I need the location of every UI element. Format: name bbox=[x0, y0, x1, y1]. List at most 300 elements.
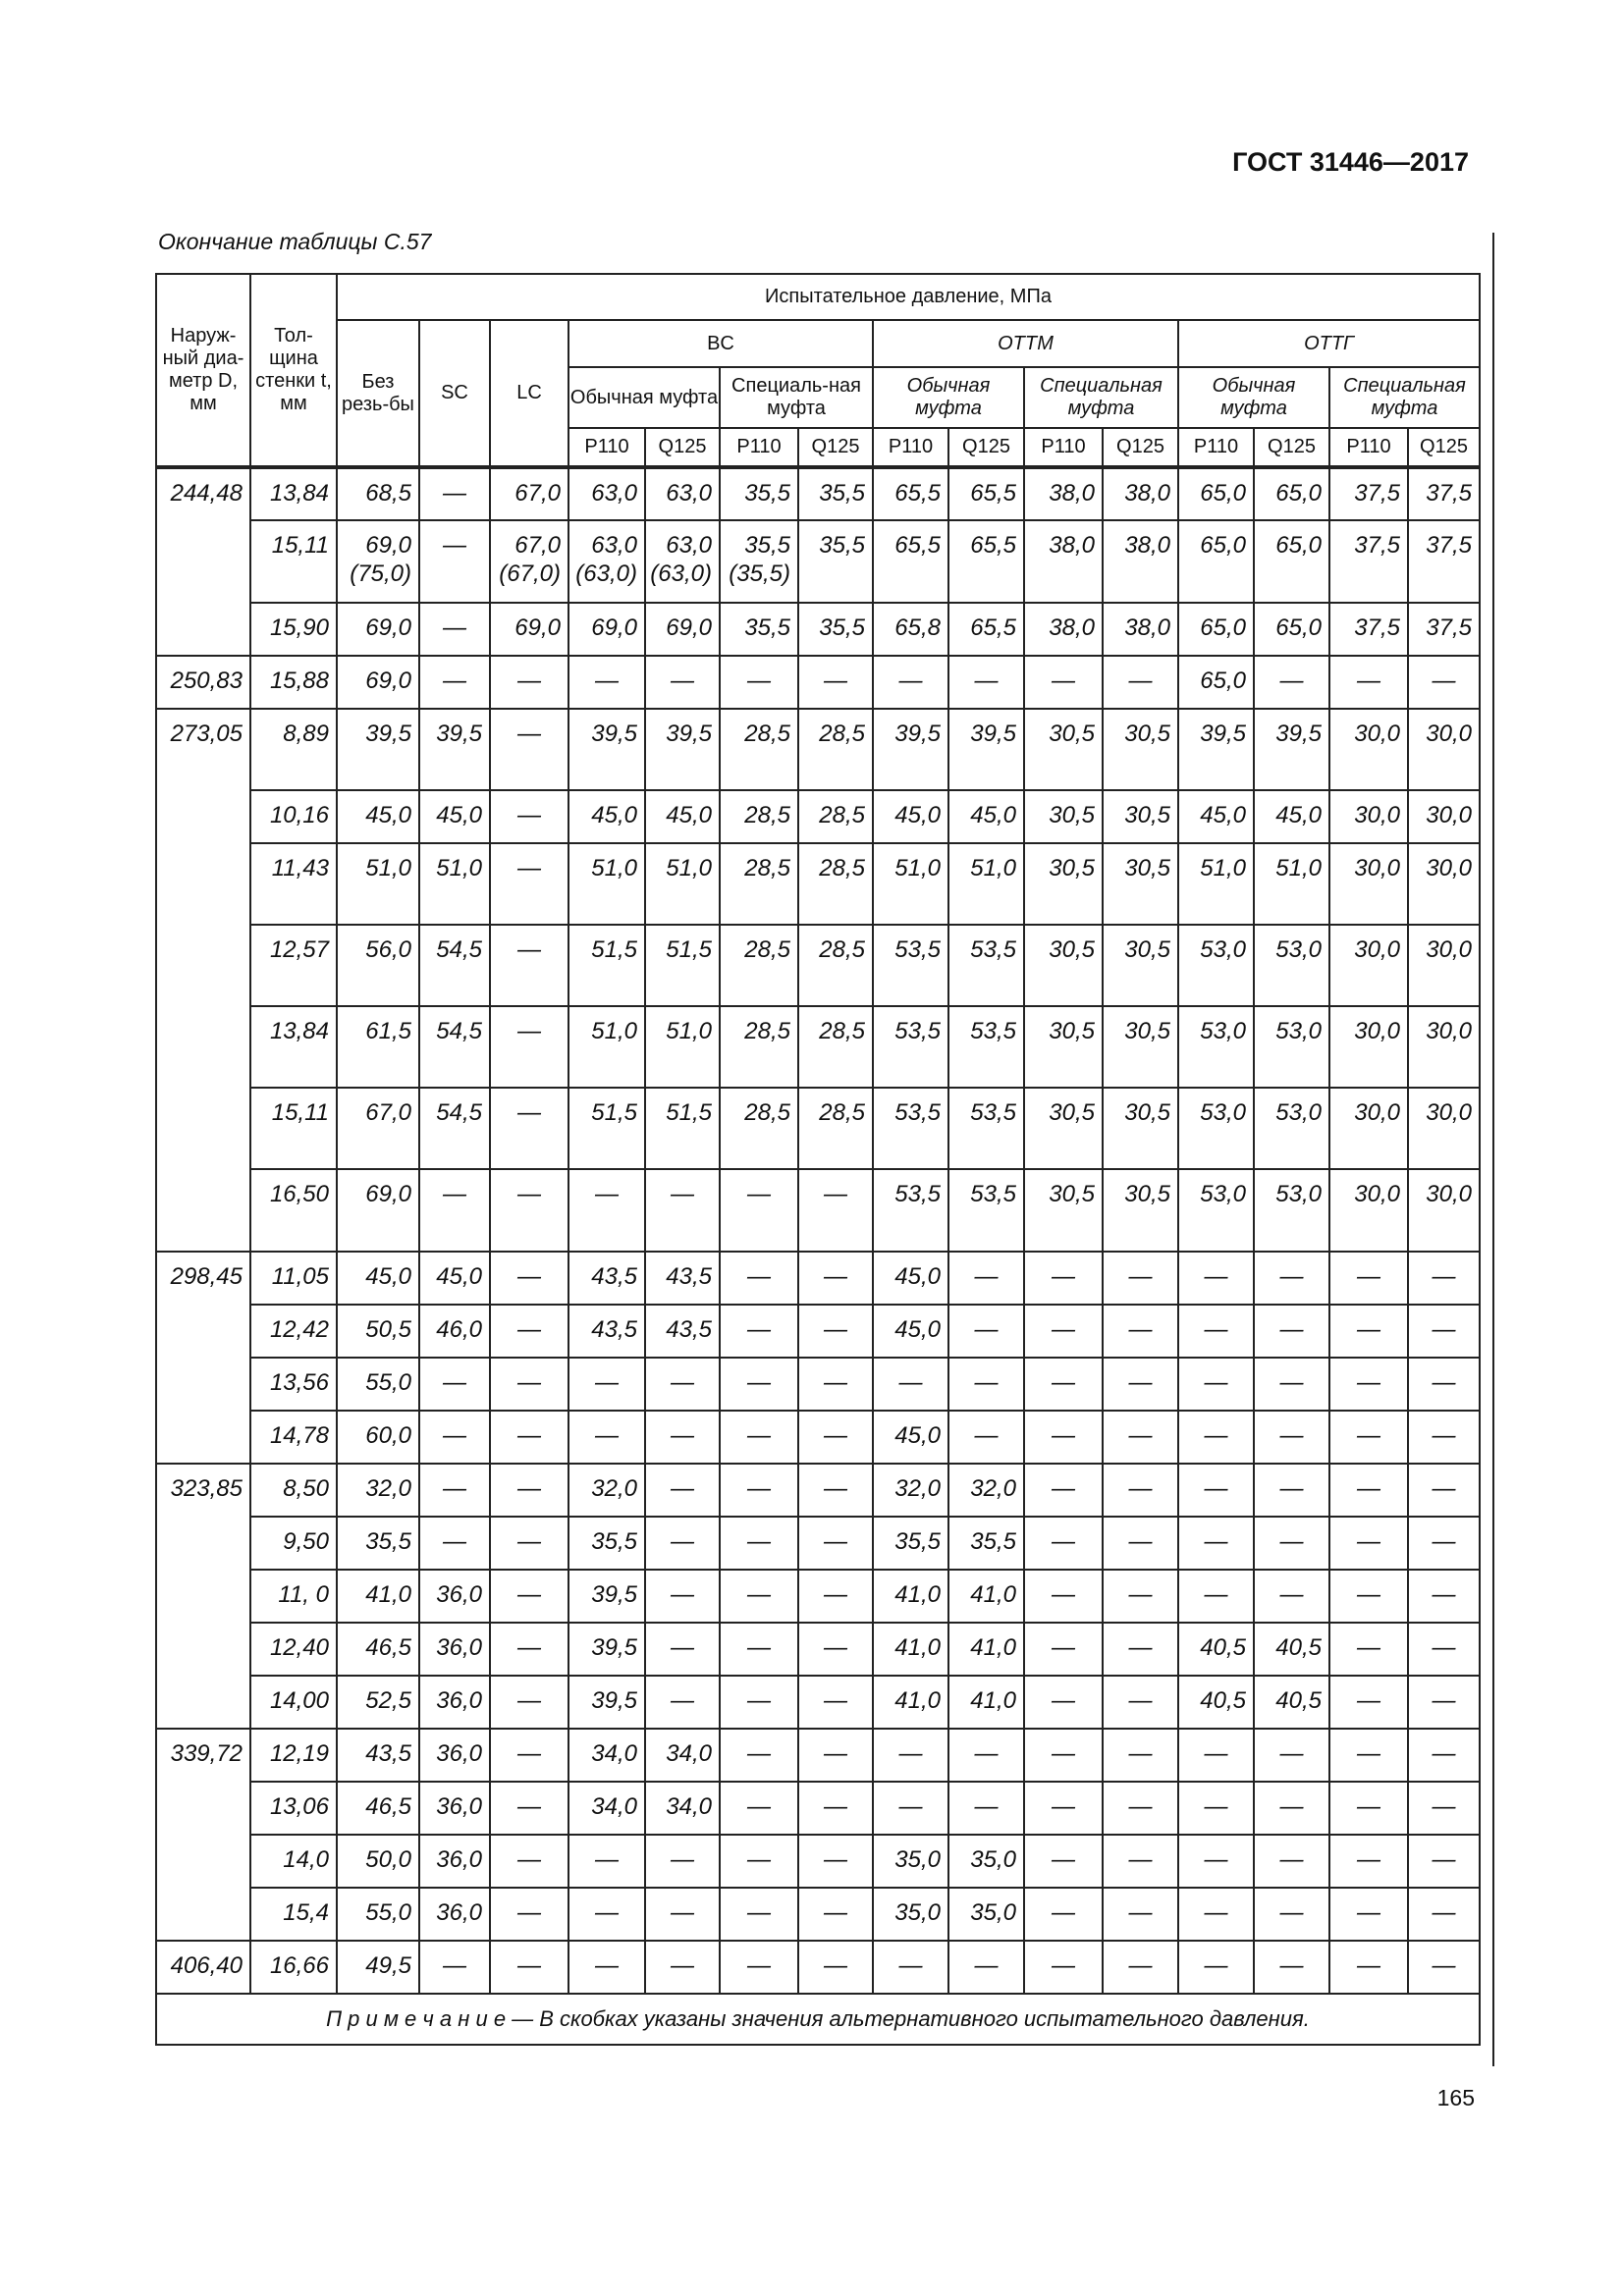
table-row bbox=[156, 1835, 1480, 1888]
outer-diameter-cell: 339,72 bbox=[156, 1729, 250, 1941]
pressure-cell: — bbox=[419, 1464, 490, 1517]
pressure-cell: 28,5 bbox=[720, 709, 798, 790]
pressure-cell: — bbox=[1178, 1517, 1254, 1570]
pressure-cell: 69,0 bbox=[568, 603, 645, 656]
pressure-cell: 28,5 bbox=[798, 1006, 873, 1088]
pressure-cell: 34,0 bbox=[568, 1782, 645, 1835]
pressure-cell: — bbox=[1329, 1676, 1408, 1729]
pressure-cell: — bbox=[1408, 1888, 1480, 1941]
pressure-cell: 40,5 bbox=[1178, 1676, 1254, 1729]
pressure-cell: — bbox=[419, 656, 490, 709]
wall-thickness-cell: 15,88 bbox=[250, 656, 337, 709]
pressure-cell: — bbox=[720, 1782, 798, 1835]
table-row bbox=[156, 1006, 1480, 1088]
pressure-cell: 30,0 bbox=[1408, 1006, 1480, 1088]
wall-thickness-cell: 15,90 bbox=[250, 603, 337, 656]
table-row bbox=[156, 1252, 1480, 1305]
header-grade: P110 bbox=[568, 428, 645, 467]
pressure-cell: — bbox=[419, 1517, 490, 1570]
pressure-cell: — bbox=[1408, 1729, 1480, 1782]
pressure-cell: — bbox=[1178, 1358, 1254, 1411]
header-ottg: ОТТГ bbox=[1178, 320, 1480, 367]
outer-diameter-cell: 406,40 bbox=[156, 1941, 250, 1994]
pressure-cell: 63,0 bbox=[568, 467, 645, 520]
pressure-cell: — bbox=[1024, 1676, 1103, 1729]
pressure-cell: — bbox=[490, 1623, 568, 1676]
outer-diameter-cell: 298,45 bbox=[156, 1252, 250, 1464]
pressure-cell: — bbox=[948, 1729, 1024, 1782]
pressure-cell: — bbox=[490, 1358, 568, 1411]
pressure-cell: — bbox=[798, 656, 873, 709]
pressure-cell: — bbox=[490, 790, 568, 843]
pressure-cell: — bbox=[490, 1169, 568, 1252]
pressure-cell: 68,5 bbox=[337, 467, 419, 520]
header-grade: P110 bbox=[720, 428, 798, 467]
pressure-cell: 45,0 bbox=[337, 1252, 419, 1305]
pressure-cell: — bbox=[798, 1623, 873, 1676]
page-number: 165 bbox=[1436, 2085, 1475, 2110]
pressure-cell: — bbox=[568, 1411, 645, 1464]
pressure-cell: — bbox=[798, 1941, 873, 1994]
pressure-cell: 28,5 bbox=[720, 1088, 798, 1169]
pressure-cell: 65,0 bbox=[1254, 603, 1329, 656]
pressure-cell: 54,5 bbox=[419, 1088, 490, 1169]
pressure-cell: — bbox=[490, 1088, 568, 1169]
table-row bbox=[156, 843, 1480, 925]
pressure-cell: 41,0 bbox=[948, 1676, 1024, 1729]
pressure-cell: — bbox=[720, 1358, 798, 1411]
pressure-cell: — bbox=[1329, 1729, 1408, 1782]
pressure-cell: 53,5 bbox=[873, 1088, 948, 1169]
wall-thickness-cell: 8,89 bbox=[250, 709, 337, 790]
table-row bbox=[156, 1570, 1480, 1623]
pressure-cell: 30,0 bbox=[1329, 1169, 1408, 1252]
pressure-cell: — bbox=[490, 1676, 568, 1729]
pressure-cell: 65,0 bbox=[1178, 656, 1254, 709]
pressure-cell: 39,5 bbox=[419, 709, 490, 790]
pressure-cell: — bbox=[720, 1411, 798, 1464]
pressure-cell: 37,5 bbox=[1408, 603, 1480, 656]
pressure-cell: 40,5 bbox=[1254, 1623, 1329, 1676]
pressure-cell: — bbox=[645, 1835, 720, 1888]
pressure-cell: — bbox=[490, 1888, 568, 1941]
wall-thickness-cell: 14,0 bbox=[250, 1835, 337, 1888]
outer-diameter-cell: 323,85 bbox=[156, 1464, 250, 1729]
pressure-cell: — bbox=[1103, 1782, 1178, 1835]
header-outer-diameter: Наруж-ный диа-метр D, мм bbox=[156, 274, 250, 467]
pressure-cell: — bbox=[1178, 1729, 1254, 1782]
pressure-cell: 35,0 bbox=[948, 1835, 1024, 1888]
pressure-cell: 45,0 bbox=[873, 790, 948, 843]
pressure-cell: — bbox=[568, 1169, 645, 1252]
wall-thickness-cell: 10,16 bbox=[250, 790, 337, 843]
pressure-cell: — bbox=[645, 1941, 720, 1994]
pressure-cell: 39,5 bbox=[948, 709, 1024, 790]
pressure-cell: 30,0 bbox=[1329, 925, 1408, 1006]
wall-thickness-cell: 13,84 bbox=[250, 467, 337, 520]
pressure-cell: 39,5 bbox=[568, 1676, 645, 1729]
pressure-cell: 30,0 bbox=[1408, 1169, 1480, 1252]
pressure-cell: 30,0 bbox=[1329, 1006, 1408, 1088]
pressure-cell: 39,5 bbox=[1178, 709, 1254, 790]
pressure-cell: — bbox=[1103, 1358, 1178, 1411]
pressure-cell: 69,0 bbox=[337, 1169, 419, 1252]
wall-thickness-cell: 11,05 bbox=[250, 1252, 337, 1305]
pressure-cell: — bbox=[720, 1888, 798, 1941]
pressure-cell: — bbox=[1329, 1358, 1408, 1411]
wall-thickness-cell: 13,06 bbox=[250, 1782, 337, 1835]
pressure-cell: 36,0 bbox=[419, 1729, 490, 1782]
pressure-cell: — bbox=[948, 1941, 1024, 1994]
pressure-cell: 36,0 bbox=[419, 1888, 490, 1941]
pressure-cell: 35,0 bbox=[948, 1888, 1024, 1941]
pressure-cell: — bbox=[419, 467, 490, 520]
pressure-cell: 51,0 bbox=[568, 1006, 645, 1088]
table-row bbox=[156, 1088, 1480, 1169]
pressure-cell: 30,5 bbox=[1103, 1169, 1178, 1252]
pressure-cell: — bbox=[645, 1888, 720, 1941]
pressure-cell: 53,5 bbox=[873, 925, 948, 1006]
header-grade: Q125 bbox=[798, 428, 873, 467]
table-continuation-caption: Окончание таблицы С.57 bbox=[158, 229, 432, 254]
pressure-cell: — bbox=[490, 1835, 568, 1888]
pressure-cell: 45,0 bbox=[568, 790, 645, 843]
header-no-thread: Без резь-бы bbox=[337, 320, 419, 467]
pressure-cell: 34,0 bbox=[645, 1729, 720, 1782]
pressure-cell: 51,0 bbox=[645, 843, 720, 925]
pressure-cell: — bbox=[1254, 1888, 1329, 1941]
pressure-cell: — bbox=[490, 1006, 568, 1088]
pressure-cell: — bbox=[1254, 1782, 1329, 1835]
pressure-cell: — bbox=[1178, 1941, 1254, 1994]
pressure-cell: 45,0 bbox=[337, 790, 419, 843]
pressure-cell: — bbox=[645, 656, 720, 709]
pressure-cell: — bbox=[1254, 1517, 1329, 1570]
pressure-cell: 36,0 bbox=[419, 1835, 490, 1888]
pressure-cell: 30,0 bbox=[1408, 790, 1480, 843]
wall-thickness-cell: 12,19 bbox=[250, 1729, 337, 1782]
pressure-cell: 69,0 bbox=[337, 603, 419, 656]
pressure-cell: — bbox=[720, 1729, 798, 1782]
pressure-cell: 53,5 bbox=[948, 925, 1024, 1006]
pressure-table bbox=[155, 273, 1481, 2046]
pressure-cell: 32,0 bbox=[337, 1464, 419, 1517]
pressure-cell: 46,5 bbox=[337, 1623, 419, 1676]
pressure-cell: 30,5 bbox=[1103, 709, 1178, 790]
pressure-cell: 35,0 bbox=[873, 1835, 948, 1888]
pressure-cell: 37,5 bbox=[1408, 520, 1480, 603]
pressure-cell: 50,0 bbox=[337, 1835, 419, 1888]
table-row bbox=[156, 1464, 1480, 1517]
pressure-cell: — bbox=[798, 1729, 873, 1782]
pressure-cell: 35,5 bbox=[798, 603, 873, 656]
pressure-cell: 39,5 bbox=[645, 709, 720, 790]
pressure-cell: 28,5 bbox=[798, 843, 873, 925]
pressure-cell: 61,5 bbox=[337, 1006, 419, 1088]
pressure-cell: 28,5 bbox=[720, 790, 798, 843]
header-ottm: ОТТМ bbox=[873, 320, 1178, 367]
table-body bbox=[156, 467, 1480, 2045]
pressure-cell: 67,0 bbox=[490, 467, 568, 520]
pressure-cell: 34,0 bbox=[645, 1782, 720, 1835]
pressure-cell: — bbox=[1024, 1570, 1103, 1623]
pressure-cell: 36,0 bbox=[419, 1623, 490, 1676]
table-row bbox=[156, 1305, 1480, 1358]
document-number: ГОСТ 31446—2017 bbox=[1232, 147, 1469, 177]
pressure-cell: — bbox=[645, 1411, 720, 1464]
pressure-cell: 35,5 (35,5) bbox=[720, 520, 798, 603]
pressure-cell: — bbox=[1103, 1835, 1178, 1888]
pressure-cell: 51,0 bbox=[568, 843, 645, 925]
pressure-cell: — bbox=[1408, 1252, 1480, 1305]
pressure-cell: 54,5 bbox=[419, 1006, 490, 1088]
pressure-cell: 65,0 bbox=[1178, 520, 1254, 603]
pressure-cell: 53,5 bbox=[873, 1006, 948, 1088]
header-lc: LC bbox=[490, 320, 568, 467]
header-grade: Q125 bbox=[1103, 428, 1178, 467]
pressure-cell: 49,5 bbox=[337, 1941, 419, 1994]
wall-thickness-cell: 14,78 bbox=[250, 1411, 337, 1464]
pressure-cell: 45,0 bbox=[419, 1252, 490, 1305]
pressure-cell: 30,0 bbox=[1408, 843, 1480, 925]
table-header bbox=[156, 274, 1480, 467]
pressure-cell: 55,0 bbox=[337, 1358, 419, 1411]
pressure-cell: 51,0 bbox=[645, 1006, 720, 1088]
pressure-cell: — bbox=[798, 1305, 873, 1358]
pressure-cell: — bbox=[798, 1835, 873, 1888]
pressure-cell: 30,5 bbox=[1103, 925, 1178, 1006]
pressure-cell: — bbox=[1329, 1941, 1408, 1994]
pressure-cell: — bbox=[1408, 1464, 1480, 1517]
header-grade: Q125 bbox=[1254, 428, 1329, 467]
pressure-cell: — bbox=[645, 1623, 720, 1676]
pressure-cell: — bbox=[1329, 1517, 1408, 1570]
pressure-cell: — bbox=[1408, 656, 1480, 709]
pressure-cell: — bbox=[1178, 1570, 1254, 1623]
pressure-cell: — bbox=[568, 1888, 645, 1941]
pressure-cell: 60,0 bbox=[337, 1411, 419, 1464]
pressure-cell: — bbox=[798, 1676, 873, 1729]
pressure-cell: — bbox=[948, 1358, 1024, 1411]
pressure-cell: 65,0 bbox=[1178, 603, 1254, 656]
pressure-cell: 65,5 bbox=[948, 603, 1024, 656]
header-bc-special: Специаль-ная муфта bbox=[720, 367, 873, 428]
pressure-cell: — bbox=[1178, 1464, 1254, 1517]
pressure-cell: 43,5 bbox=[337, 1729, 419, 1782]
pressure-cell: 30,0 bbox=[1329, 709, 1408, 790]
pressure-cell: — bbox=[798, 1358, 873, 1411]
pressure-cell: — bbox=[798, 1169, 873, 1252]
pressure-cell: 53,5 bbox=[948, 1169, 1024, 1252]
pressure-cell: 53,0 bbox=[1254, 1006, 1329, 1088]
wall-thickness-cell: 11,43 bbox=[250, 843, 337, 925]
pressure-cell: 45,0 bbox=[948, 790, 1024, 843]
table-row bbox=[156, 520, 1480, 603]
pressure-cell: — bbox=[1329, 1411, 1408, 1464]
pressure-cell: 30,5 bbox=[1024, 790, 1103, 843]
pressure-cell: — bbox=[1329, 1782, 1408, 1835]
wall-thickness-cell: 13,56 bbox=[250, 1358, 337, 1411]
pressure-cell: — bbox=[1178, 1305, 1254, 1358]
pressure-cell: — bbox=[1103, 1570, 1178, 1623]
pressure-cell: 32,0 bbox=[873, 1464, 948, 1517]
pressure-cell: — bbox=[1329, 1888, 1408, 1941]
pressure-cell: — bbox=[419, 1169, 490, 1252]
wall-thickness-cell: 12,42 bbox=[250, 1305, 337, 1358]
pressure-cell: — bbox=[1024, 1623, 1103, 1676]
pressure-cell: — bbox=[873, 1941, 948, 1994]
pressure-cell: 53,5 bbox=[948, 1088, 1024, 1169]
pressure-cell: 41,0 bbox=[948, 1570, 1024, 1623]
pressure-cell: — bbox=[1024, 1729, 1103, 1782]
pressure-cell: — bbox=[1329, 1305, 1408, 1358]
pressure-cell: 35,0 bbox=[873, 1888, 948, 1941]
pressure-cell: 38,0 bbox=[1103, 603, 1178, 656]
pressure-cell: 45,0 bbox=[873, 1305, 948, 1358]
pressure-cell: 53,0 bbox=[1254, 1088, 1329, 1169]
pressure-cell: — bbox=[490, 843, 568, 925]
pressure-cell: — bbox=[490, 1729, 568, 1782]
pressure-cell: 35,5 bbox=[798, 520, 873, 603]
header-bc: BC bbox=[568, 320, 873, 367]
pressure-cell: — bbox=[568, 656, 645, 709]
pressure-cell: — bbox=[1103, 1411, 1178, 1464]
pressure-cell: 50,5 bbox=[337, 1305, 419, 1358]
pressure-cell: 35,5 bbox=[720, 603, 798, 656]
table-row bbox=[156, 603, 1480, 656]
pressure-cell: 30,5 bbox=[1024, 709, 1103, 790]
table-row bbox=[156, 1169, 1480, 1252]
margin-rule bbox=[1492, 233, 1494, 2066]
pressure-cell: — bbox=[490, 1305, 568, 1358]
pressure-cell: 35,5 bbox=[337, 1517, 419, 1570]
pressure-cell: — bbox=[1408, 1411, 1480, 1464]
pressure-cell: 41,0 bbox=[948, 1623, 1024, 1676]
pressure-cell: — bbox=[490, 1570, 568, 1623]
pressure-cell: 63,0 bbox=[645, 467, 720, 520]
pressure-cell: 30,5 bbox=[1024, 843, 1103, 925]
pressure-cell: 30,5 bbox=[1024, 925, 1103, 1006]
pressure-cell: — bbox=[490, 1782, 568, 1835]
pressure-cell: 41,0 bbox=[873, 1623, 948, 1676]
pressure-cell: 46,5 bbox=[337, 1782, 419, 1835]
header-grade: Q125 bbox=[645, 428, 720, 467]
pressure-cell: — bbox=[490, 656, 568, 709]
pressure-cell: 51,5 bbox=[645, 925, 720, 1006]
pressure-cell: — bbox=[1103, 1676, 1178, 1729]
pressure-cell: 30,5 bbox=[1103, 1088, 1178, 1169]
pressure-cell: — bbox=[720, 1570, 798, 1623]
table-row bbox=[156, 1517, 1480, 1570]
pressure-cell: 36,0 bbox=[419, 1570, 490, 1623]
pressure-cell: 30,0 bbox=[1329, 843, 1408, 925]
pressure-cell: — bbox=[1329, 1835, 1408, 1888]
pressure-cell: — bbox=[645, 1464, 720, 1517]
pressure-cell: 28,5 bbox=[798, 1088, 873, 1169]
pressure-cell: 30,5 bbox=[1024, 1169, 1103, 1252]
pressure-cell: 37,5 bbox=[1408, 467, 1480, 520]
header-ottg-special: Специальная муфта bbox=[1329, 367, 1480, 428]
pressure-cell: 51,5 bbox=[568, 925, 645, 1006]
pressure-cell: — bbox=[720, 1676, 798, 1729]
pressure-cell: 38,0 bbox=[1024, 467, 1103, 520]
pressure-cell: 28,5 bbox=[798, 925, 873, 1006]
wall-thickness-cell: 13,84 bbox=[250, 1006, 337, 1088]
pressure-cell: — bbox=[419, 1941, 490, 1994]
pressure-cell: 51,5 bbox=[568, 1088, 645, 1169]
pressure-cell: — bbox=[1254, 1464, 1329, 1517]
pressure-cell: — bbox=[1103, 656, 1178, 709]
pressure-cell: — bbox=[798, 1782, 873, 1835]
table-row bbox=[156, 925, 1480, 1006]
pressure-cell: 36,0 bbox=[419, 1676, 490, 1729]
wall-thickness-cell: 14,00 bbox=[250, 1676, 337, 1729]
wall-thickness-cell: 15,11 bbox=[250, 520, 337, 603]
pressure-cell: — bbox=[645, 1676, 720, 1729]
pressure-cell: — bbox=[1408, 1623, 1480, 1676]
outer-diameter-cell: 244,48 bbox=[156, 467, 250, 656]
table-note: П р и м е ч а н и е — В скобках указаны значения альтернативного испытательного давления. bbox=[156, 1994, 1480, 2045]
pressure-cell: 54,5 bbox=[419, 925, 490, 1006]
table-row bbox=[156, 467, 1480, 520]
pressure-cell: — bbox=[873, 1782, 948, 1835]
pressure-cell: 65,0 bbox=[1254, 467, 1329, 520]
pressure-cell: — bbox=[1024, 1305, 1103, 1358]
pressure-cell: 39,5 bbox=[337, 709, 419, 790]
header-grade: P110 bbox=[1178, 428, 1254, 467]
pressure-cell: — bbox=[1329, 1623, 1408, 1676]
pressure-cell: — bbox=[1254, 1252, 1329, 1305]
pressure-cell: 69,0 bbox=[645, 603, 720, 656]
pressure-cell: — bbox=[1103, 1941, 1178, 1994]
pressure-cell: — bbox=[720, 1464, 798, 1517]
pressure-cell: — bbox=[1254, 1358, 1329, 1411]
pressure-cell: — bbox=[1408, 1305, 1480, 1358]
table-row bbox=[156, 1411, 1480, 1464]
pressure-cell: — bbox=[1024, 1888, 1103, 1941]
pressure-cell: — bbox=[873, 1729, 948, 1782]
pressure-cell: 69,0 bbox=[490, 603, 568, 656]
pressure-cell: — bbox=[720, 1252, 798, 1305]
pressure-cell: — bbox=[490, 1252, 568, 1305]
pressure-cell: — bbox=[490, 1941, 568, 1994]
pressure-cell: 35,5 bbox=[720, 467, 798, 520]
pressure-cell: — bbox=[1254, 1411, 1329, 1464]
pressure-cell: 36,0 bbox=[419, 1782, 490, 1835]
pressure-cell: 65,5 bbox=[948, 467, 1024, 520]
pressure-cell: — bbox=[720, 1941, 798, 1994]
pressure-cell: — bbox=[720, 1517, 798, 1570]
outer-diameter-cell: 250,83 bbox=[156, 656, 250, 709]
pressure-cell: — bbox=[1024, 1464, 1103, 1517]
pressure-cell: 39,5 bbox=[1254, 709, 1329, 790]
pressure-cell: 37,5 bbox=[1329, 603, 1408, 656]
pressure-cell: — bbox=[1254, 1305, 1329, 1358]
table-row bbox=[156, 1888, 1480, 1941]
pressure-cell: — bbox=[720, 1169, 798, 1252]
pressure-cell: — bbox=[568, 1941, 645, 1994]
header-ottm-special: Специальная муфта bbox=[1024, 367, 1178, 428]
pressure-cell: — bbox=[490, 925, 568, 1006]
wall-thickness-cell: 8,50 bbox=[250, 1464, 337, 1517]
pressure-cell: 69,0 bbox=[337, 656, 419, 709]
pressure-cell: 51,0 bbox=[948, 843, 1024, 925]
pressure-cell: 51,0 bbox=[1254, 843, 1329, 925]
pressure-cell: — bbox=[1329, 1570, 1408, 1623]
pressure-cell: — bbox=[1178, 1888, 1254, 1941]
pressure-cell: 37,5 bbox=[1329, 467, 1408, 520]
wall-thickness-cell: 15,4 bbox=[250, 1888, 337, 1941]
